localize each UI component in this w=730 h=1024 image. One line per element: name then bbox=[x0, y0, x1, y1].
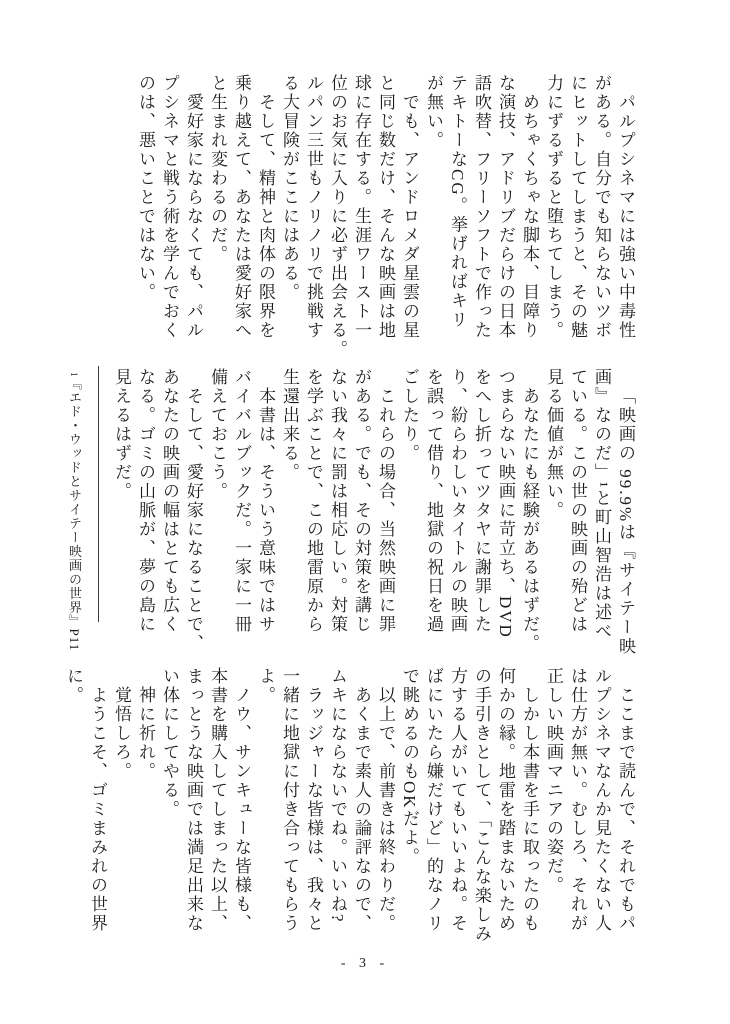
text-column: の手引きとして、「こんな楽しみ bbox=[472, 667, 491, 944]
text-column: 覚悟しろ。 bbox=[112, 686, 131, 781]
footnote bbox=[64, 372, 84, 658]
text-column: がある。自分でも知らないツボ bbox=[592, 74, 611, 340]
text-column: パルプシネマには強い中毒性 bbox=[616, 93, 635, 340]
text-column: 方する人がいてもいいよね。そ bbox=[448, 667, 467, 933]
footnote-text: 『エド・ウッドとサイテー映画の世界』P11 bbox=[67, 376, 82, 652]
text-column: 球に存在する。生涯ワースト一 bbox=[352, 74, 371, 340]
text-column: ようこそ、ゴミまみれの世界 bbox=[88, 686, 107, 933]
text-column: り、紛らわしいタイトルの映画 bbox=[448, 368, 467, 634]
text-column: が無い。 bbox=[424, 74, 443, 150]
text-column: あなたの映画の幅はとても広く bbox=[160, 368, 179, 634]
text-column: 本書は、そういう意味ではサ bbox=[256, 387, 275, 634]
text-column: でも、アンドロメダ星雲の星 bbox=[400, 93, 419, 340]
text-column: 生還出来る。 bbox=[280, 368, 299, 482]
text-column: 一緒に地獄に付き合ってもらう bbox=[280, 667, 299, 933]
text-column: 神に祈れ。 bbox=[136, 686, 155, 781]
text-column: に。 bbox=[64, 667, 83, 705]
text-column: 見えるはずだ。 bbox=[112, 368, 131, 501]
text-column: 力にずるずると堕ちてしまう。 bbox=[544, 74, 563, 340]
text-column: と生まれ変わるのだ。 bbox=[208, 74, 227, 264]
text-column: 位のお気に入りに必ず出会える。 bbox=[328, 74, 347, 359]
text-column: は仕方が無い。むしろ、それが bbox=[568, 667, 587, 933]
footnote-marker: 1 bbox=[69, 372, 79, 377]
text-column: そして、愛好家になることで、 bbox=[184, 387, 203, 653]
text-column: プシネマと戦う術を学んでおく bbox=[160, 74, 179, 340]
footnote-divider bbox=[98, 366, 99, 622]
text-column: ルプシネマなんか見たくない人 bbox=[592, 667, 611, 933]
text-column: を学ぶことで、この地雷原から bbox=[304, 368, 323, 634]
text-column: あくまで素人の論評なので、 bbox=[352, 686, 371, 933]
text-column: ない我々に罰は相応しい。対策 bbox=[328, 368, 347, 634]
text-column: がある。でも、その対策を講じ bbox=[352, 368, 371, 634]
text-column: めちゃくちゃな脚本、目障り bbox=[520, 93, 539, 340]
text-column: そして、精神と肉体の限界を bbox=[256, 93, 275, 340]
text-column: 見る価値が無い。 bbox=[544, 368, 563, 520]
text-column: あなたにも経験があるはずだ。 bbox=[520, 387, 539, 653]
text-column: しかし本書を手に取ったのも bbox=[520, 686, 539, 933]
text-column: 以上で、前書きは終わりだ。 bbox=[376, 686, 395, 933]
text-column: 愛好家にならなくても、パル bbox=[184, 93, 203, 340]
text-column: い体にしてやる。 bbox=[160, 667, 179, 819]
text-column: 正しい映画マニアの姿だ。 bbox=[544, 667, 563, 895]
text-column: 語吹替、フリーソフトで作った bbox=[472, 74, 491, 340]
text-column: テキトーなCG。挙げればキリ bbox=[448, 74, 467, 330]
section-top bbox=[133, 74, 637, 359]
text-column: で眺めるのもOKだよ。 bbox=[400, 667, 419, 867]
text-column: のは、悪いことではない。 bbox=[136, 74, 155, 302]
text-column: ムキにならないでね。いいね? bbox=[328, 667, 347, 924]
text-column: ごしたり。 bbox=[400, 368, 419, 463]
text-column: にヒットしてしまうと、その魅 bbox=[568, 74, 587, 340]
text-column: ノウ、サンキューな皆様も、 bbox=[232, 686, 251, 933]
text-column: 乗り越えて、あなたは愛好家へ bbox=[232, 74, 251, 340]
text-column: なる。ゴミの山脈が、夢の島に bbox=[136, 368, 155, 634]
text-column: これらの場合、当然映画に罪 bbox=[376, 387, 395, 634]
text-column: 「映画の 99.9%は『サイテー映 bbox=[616, 387, 635, 657]
section-middle bbox=[109, 368, 637, 657]
text-column: まっとうな映画では満足出来な bbox=[184, 667, 203, 933]
section-bottom bbox=[61, 667, 637, 944]
text-column: ばにいたら嫌だけど」的なノリ bbox=[424, 667, 443, 933]
text-column: ラッジャーな皆様は、我々と bbox=[304, 686, 323, 933]
text-column: 本書を購入してしまった以上、 bbox=[208, 667, 227, 933]
text-column: な演技、アドリブだらけの日本 bbox=[496, 74, 515, 340]
text-column: 何かの縁。地雷を踏まないため bbox=[496, 667, 515, 933]
text-column: 画』なのだ」¹と町山智浩は述べ bbox=[592, 368, 611, 642]
text-column: をへし折ってツタヤに謝罪した bbox=[472, 368, 491, 634]
text-column: 備えておこう。 bbox=[208, 368, 227, 501]
text-column: ルパン三世もノリノリで挑戦す bbox=[304, 74, 323, 340]
text-column: を誤って借り、地獄の祝日を過 bbox=[424, 368, 443, 634]
text-column: バイバルブックだ。一家に一冊 bbox=[232, 368, 251, 634]
text-column: る大冒険がここにはある。 bbox=[280, 74, 299, 302]
text-column: ている。この世の映画の殆どは bbox=[568, 368, 587, 634]
text-column: つまらない映画に苛立ち、DVD bbox=[496, 368, 515, 639]
page-number: - 3 - bbox=[340, 956, 390, 971]
text-column: と同じ数だけ、そんな映画は地 bbox=[376, 74, 395, 340]
text-column: ここまで読んで、それでもパ bbox=[616, 686, 635, 933]
text-column: よ。 bbox=[256, 667, 275, 705]
